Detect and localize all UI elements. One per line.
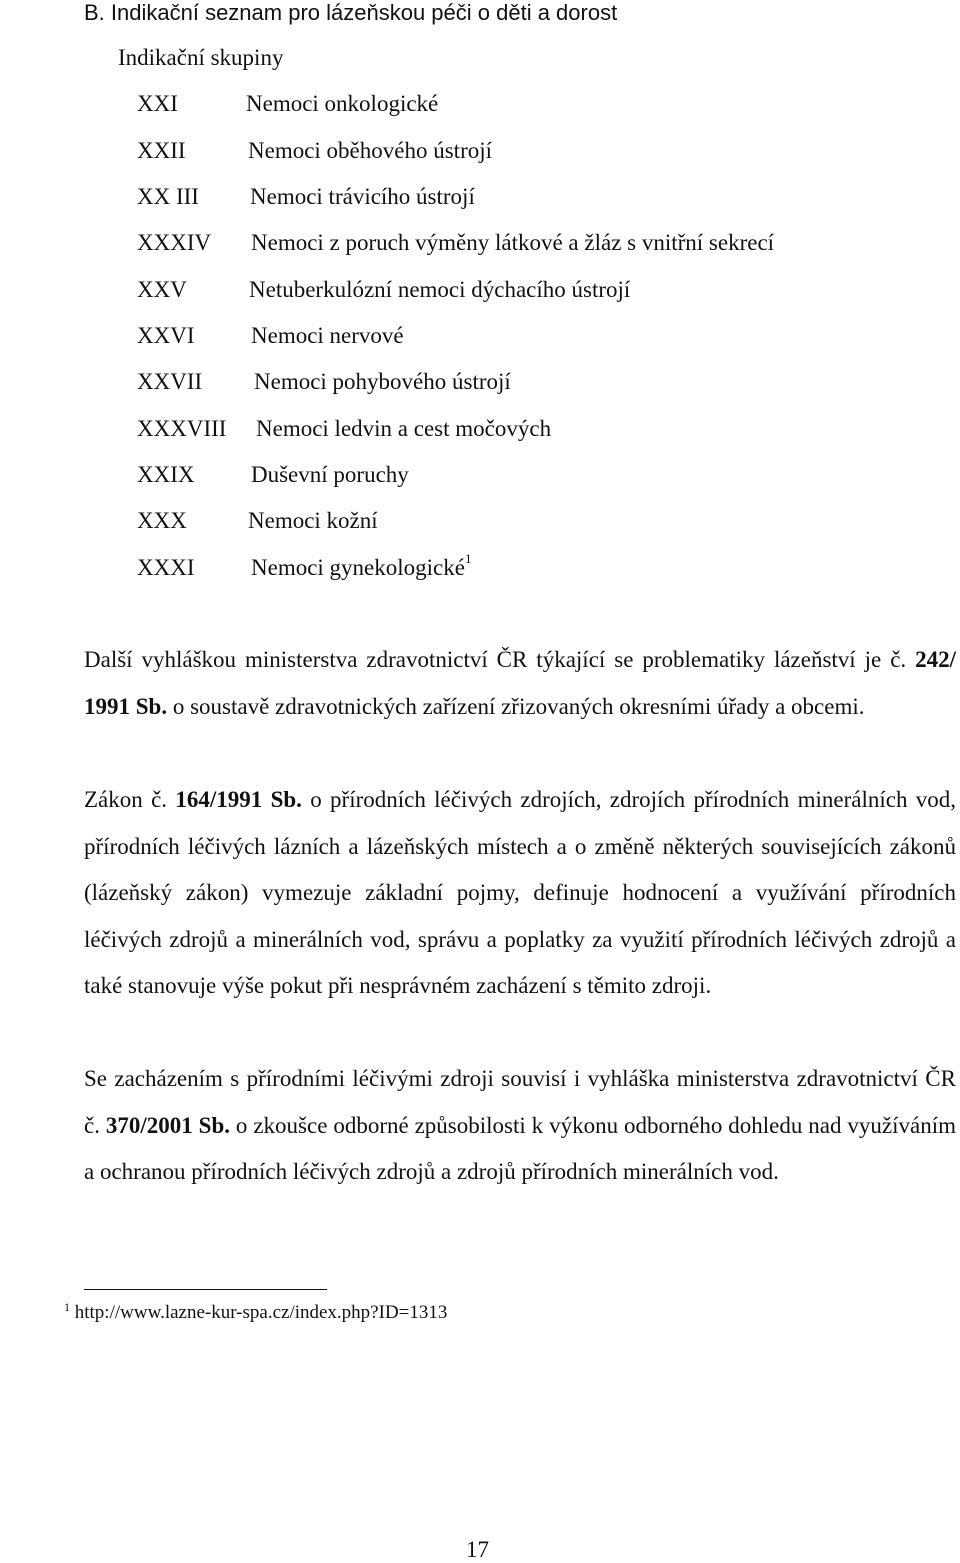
group-label: Nemoci ledvin a cest močových — [256, 416, 552, 441]
group-code: XXXIV — [137, 230, 212, 255]
footnote-number: 1 — [64, 1300, 70, 1314]
paragraph-regulation-242: Další vyhláškou ministerstva zdravotnictví ČR týkající se problematiky lázeňství je č. 242/ 1991 Sb. o soustavě zdravotnických zařízení zřizovaných okresními úřady a obcemi. — [84, 647, 956, 719]
footnote — [64, 1302, 447, 1324]
group-label: Nemoci gynekologické$^1$ — [251, 551, 472, 580]
paragraph-act-164: Zákon č. 164/1991 Sb. o přírodních léčivých zdrojích, zdrojích přírodních minerálních vod, přírodních léčivých lázních a lázeňských místech a o změně některých souvisejících zákonů (lázeňský zákon) vymezuje základní pojmy, definuje hodnocení a využívání přírodních léčivých zdrojů a minerálních vod, správu a poplatky za využití přírodních léčivých zdrojů a také stanovuje výše pokut při nesprávném zacházení s těmito zdroji. — [84, 787, 957, 998]
group-label: Nemoci kožní — [248, 508, 378, 533]
group-code: XXXI — [137, 555, 195, 580]
group-label: Nemoci onkologické — [246, 91, 439, 116]
group-label: Nemoci pohybového ústrojí — [254, 369, 511, 394]
footnote-divider — [84, 1289, 327, 1290]
footnote-url: http://www.lazne-kur-spa.cz/index.php?ID=1313 — [74, 1302, 448, 1323]
group-label: Netuberkulózní nemoci dýchacího ústrojí — [249, 277, 631, 302]
paragraph-regulation-370: Se zacházením s přírodními léčivými zdroji souvisí i vyhláška ministerstva zdravotnictví ČR č. 370/2001 Sb. o zkoušce odborné způsobilosti k výkonu odborného dohledu nad využíváním a ochranou přírodních léčivých zdrojů a zdrojů přírodních minerálních vod. — [84, 1066, 956, 1184]
group-code: XXI — [137, 91, 178, 116]
regulation-number: 370/2001 Sb. — [105, 1112, 231, 1138]
group-code: XXVI — [137, 323, 195, 348]
group-code: XX III — [137, 184, 199, 209]
group-label: Duševní poruchy — [251, 462, 409, 487]
group-label: Nemoci z poruch výměny látkové a žláz s vnitřní sekrecí — [251, 230, 775, 255]
group-code: XXV — [137, 277, 187, 302]
footnote-reference: 1 — [464, 551, 472, 566]
group-code: XXXVIII — [137, 416, 227, 441]
indication-groups-subheading: Indikační skupiny — [118, 45, 284, 70]
page-number: 17 — [466, 1537, 489, 1562]
regulation-number: 242/ 1991 Sb. — [84, 647, 956, 719]
group-label: Nemoci nervové — [251, 323, 404, 348]
section-heading: B. Indikační seznam pro lázeňskou péči o děti a dorost — [84, 0, 618, 25]
group-code: XXIX — [137, 462, 195, 487]
group-label: Nemoci oběhového ústrojí — [248, 138, 493, 163]
group-code: XXX — [137, 508, 187, 533]
act-number: 164/1991 Sb. — [175, 787, 302, 812]
group-label: Nemoci trávicího ústrojí — [250, 184, 475, 209]
group-code: XXVII — [137, 369, 203, 394]
group-code: XXII — [137, 138, 186, 163]
